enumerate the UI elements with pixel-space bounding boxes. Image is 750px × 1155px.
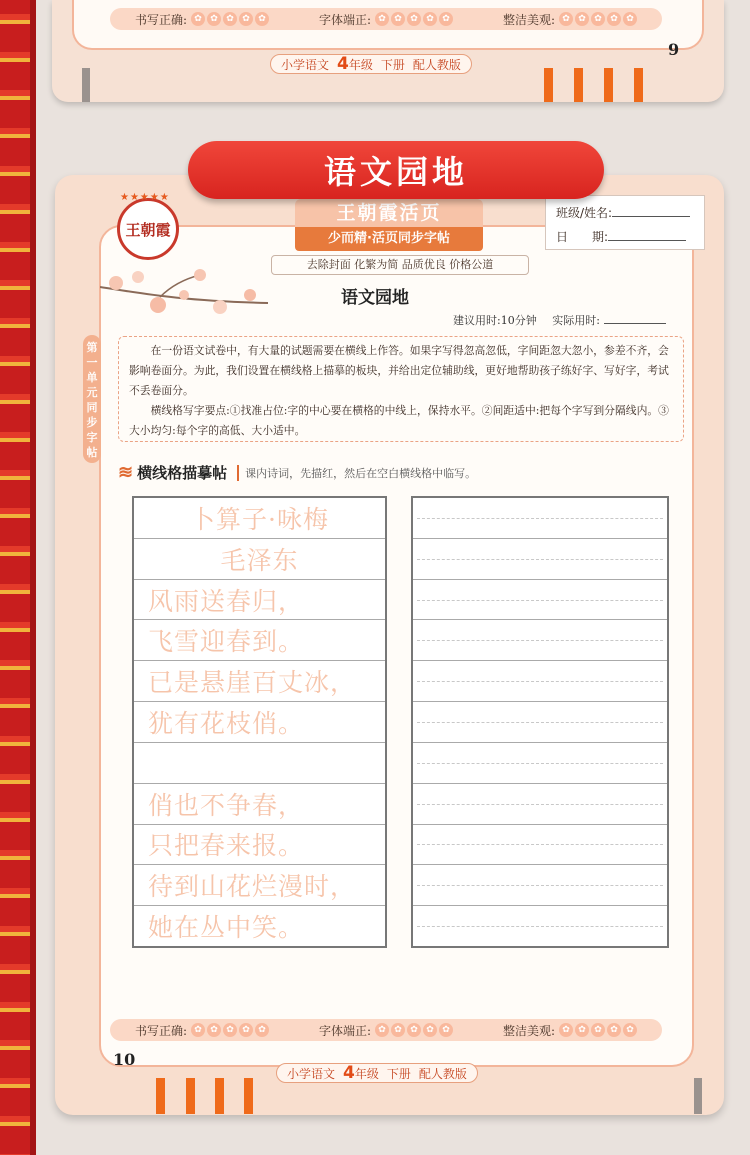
- brand-subtitle: 少而精·活页同步字帖: [295, 227, 483, 251]
- prev-footer-pill: [270, 54, 472, 74]
- page-tab: [694, 1078, 702, 1114]
- flower-rating-icon[interactable]: ✿ ✿ ✿ ✿ ✿: [559, 1023, 637, 1037]
- trace-line: 只把春来报。: [134, 825, 385, 866]
- trace-line: 风雨送春归，: [134, 580, 385, 621]
- rating-label: 整洁美观:: [502, 12, 556, 27]
- trace-line: 犹有花枝俏。: [134, 702, 385, 743]
- practice-line[interactable]: [413, 784, 667, 825]
- side-tab-char: 同: [86, 401, 98, 414]
- trace-line: 飞雪迎春到。: [134, 620, 385, 661]
- trace-heading: [118, 462, 476, 483]
- date-label: 日 期:: [556, 230, 609, 244]
- side-tab-char: 一: [86, 356, 98, 369]
- side-tab: [83, 335, 101, 463]
- flower-rating-icon: ✿ ✿ ✿ ✿ ✿: [559, 12, 637, 26]
- decorative-stripe: [574, 68, 583, 102]
- rating-label: 书写正确:: [134, 1023, 188, 1038]
- trace-line: 俏也不争春，: [134, 784, 385, 825]
- footer-subject: 小学语文: [287, 1066, 336, 1081]
- intro-paragraph: 横线格写字要点:①找准占位:字的中心要在横格的中线上，保持水平。②间距适中:把每个字写到分隔线内。③大小均匀:每个字的高低、大小适中。: [129, 404, 669, 437]
- logo-text: 王朝霞: [125, 220, 171, 239]
- practice-line[interactable]: [413, 498, 667, 539]
- decorative-stripe: [604, 68, 613, 102]
- brand-name: 王朝霞活页: [295, 199, 483, 227]
- decorative-stripe: [156, 1078, 165, 1114]
- trace-line: 毛泽东: [134, 539, 385, 580]
- flower-rating-icon[interactable]: ✿ ✿ ✿ ✿ ✿: [375, 1023, 453, 1037]
- decorative-stripe: [215, 1078, 224, 1114]
- rating-item: [135, 1022, 269, 1039]
- practice-line[interactable]: [413, 906, 667, 946]
- footer-grade-suffix: 年级: [348, 58, 373, 72]
- time-line: [453, 312, 666, 328]
- rating-label: 整洁美观:: [502, 1023, 556, 1038]
- footer-edition: 配人教版: [412, 57, 461, 72]
- practice-grid: [411, 496, 669, 948]
- footer-pill: [276, 1063, 478, 1083]
- side-tab-char: 帖: [86, 446, 98, 459]
- practice-line[interactable]: [413, 825, 667, 866]
- footer-term: 下册: [386, 1066, 411, 1081]
- decorative-stripe: [634, 68, 643, 102]
- brand-logo: [117, 198, 179, 260]
- decorative-stripe: [186, 1078, 195, 1114]
- practice-line[interactable]: [413, 620, 667, 661]
- decorative-stripe: [544, 68, 553, 102]
- page-tab: [82, 68, 90, 102]
- footer-term: 下册: [380, 57, 405, 72]
- prev-rating-row: [110, 8, 662, 30]
- rating-item: [135, 11, 269, 28]
- plum-blossom-icon: [100, 265, 270, 325]
- flower-rating-icon: ✿ ✿ ✿ ✿ ✿: [375, 12, 453, 26]
- page-number: 10: [113, 1050, 136, 1069]
- rating-item: [319, 1022, 453, 1039]
- class-name-label: 班级/姓名:: [556, 206, 613, 220]
- banner-title: 语文园地: [188, 141, 604, 199]
- footer-grade: 4: [337, 54, 349, 74]
- side-tab-char: 字: [86, 431, 98, 444]
- rating-item: [503, 11, 637, 28]
- footer-grade-suffix: 年级: [354, 1067, 379, 1081]
- side-tab-char: 步: [86, 416, 98, 429]
- intro-paragraph: 在一份语文试卷中，有大量的试题需要在横线上作答。如果字写得忽高忽低，字间距忽大忽小，参差不齐，会影响卷面分。为此，我们设置在横线格上描摹的板块，并给出定位辅助线，更好地帮助孩子练好字、写好字，考试不丢卷面分。: [129, 344, 669, 397]
- footer-subject: 小学语文: [281, 57, 330, 72]
- trace-grid: [132, 496, 387, 948]
- practice-line[interactable]: [413, 865, 667, 906]
- class-name-box: [545, 195, 705, 250]
- side-tab-char: 元: [86, 386, 98, 399]
- trace-hint: 课内诗词，先描红，然后在空白横线格中临写。: [237, 465, 476, 481]
- class-name-field[interactable]: [556, 204, 690, 221]
- footer-grade: 4: [343, 1063, 355, 1083]
- side-tab-char: 单: [86, 371, 98, 384]
- stars-icon: ★★★★★: [120, 192, 170, 203]
- practice-line[interactable]: [413, 539, 667, 580]
- section-title: 语文园地: [341, 288, 409, 308]
- footer-edition: 配人教版: [418, 1066, 467, 1081]
- intro-box: [118, 336, 684, 442]
- trace-line: 待到山花烂漫时，: [134, 865, 385, 906]
- rating-label: 字体端正:: [318, 1023, 372, 1038]
- waves-icon: ≋: [118, 462, 134, 483]
- flower-rating-icon[interactable]: ✿ ✿ ✿ ✿ ✿: [191, 1023, 269, 1037]
- trace-heading-text: 横线格描摹帖: [137, 464, 228, 482]
- practice-line[interactable]: [413, 661, 667, 702]
- rating-row: [110, 1019, 662, 1041]
- decorative-ribbon: [0, 0, 36, 1155]
- prev-page-number: 9: [668, 40, 680, 59]
- practice-line[interactable]: [413, 702, 667, 743]
- trace-line: 已是悬崖百丈冰，: [134, 661, 385, 702]
- date-field[interactable]: [556, 228, 686, 245]
- flower-rating-icon: ✿ ✿ ✿ ✿ ✿: [191, 12, 269, 26]
- decorative-stripe: [244, 1078, 253, 1114]
- trace-line: 她在丛中笑。: [148, 913, 305, 943]
- brand-header: [295, 199, 483, 253]
- side-tab-char: 第: [86, 341, 98, 354]
- rating-label: 字体端正:: [318, 12, 372, 27]
- actual-time-field[interactable]: [604, 323, 666, 324]
- rating-item: [503, 1022, 637, 1039]
- actual-time-label: 实际用时:: [552, 314, 600, 327]
- rating-item: [319, 11, 453, 28]
- practice-line[interactable]: [413, 580, 667, 621]
- trace-line: [134, 743, 385, 784]
- rating-label: 书写正确:: [134, 12, 188, 27]
- slogan: 去除封面 化繁为简 品质优良 价格公道: [271, 255, 529, 275]
- trace-line: 卜算子·咏梅: [134, 498, 385, 539]
- suggested-time: 建议用时:10分钟: [453, 314, 537, 327]
- practice-line[interactable]: [413, 743, 667, 784]
